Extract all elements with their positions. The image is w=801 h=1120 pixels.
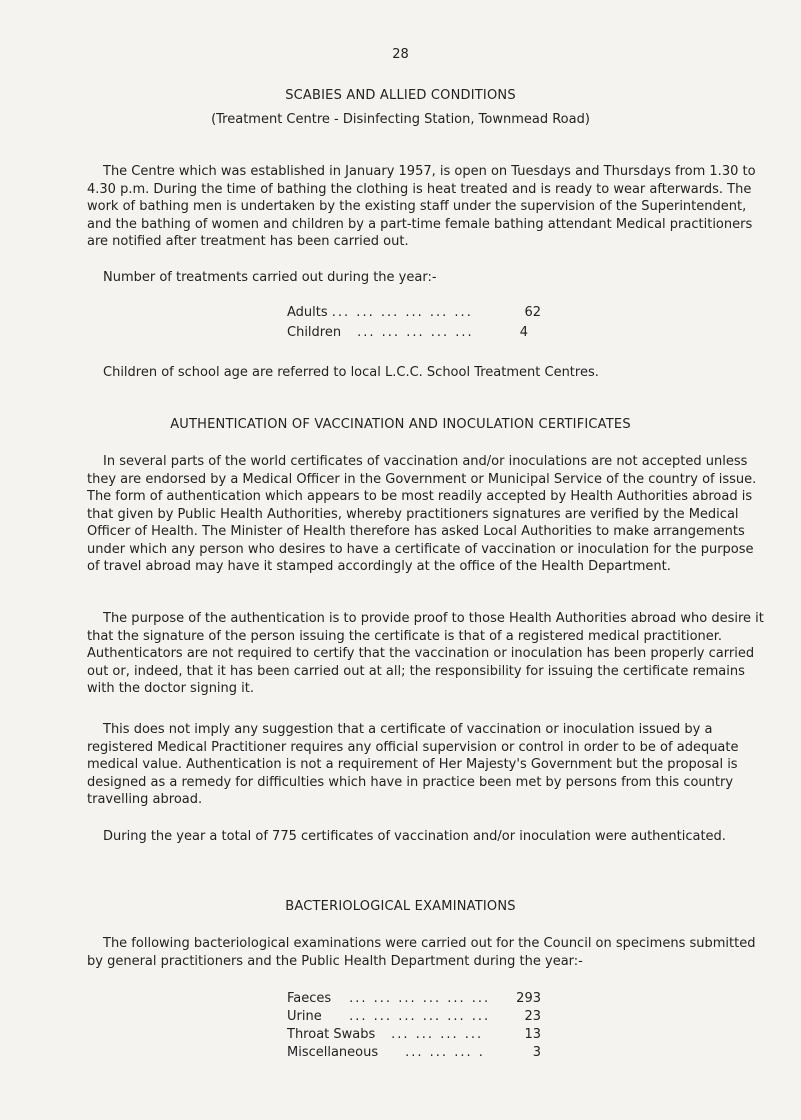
exam-label: Faeces bbox=[287, 991, 332, 1006]
treatment-value: 62 bbox=[524, 305, 541, 320]
exam-value: 3 bbox=[532, 1045, 541, 1060]
leader-dots: ... ... ... ... bbox=[391, 1027, 484, 1042]
exam-label: Urine bbox=[287, 1009, 322, 1024]
bacteriological-heading: BACTERIOLOGICAL EXAMINATIONS bbox=[285, 899, 516, 914]
authentication-paragraph-4: During the year a total of 775 certificates of vaccination and/or inoculation were authenticated. bbox=[103, 829, 726, 844]
leader-dots: ... ... ... ... ... ... bbox=[331, 305, 473, 320]
authentication-heading: AUTHENTICATION OF VACCINATION AND INOCULATION CERTIFICATES bbox=[170, 417, 631, 432]
exam-value: 23 bbox=[524, 1009, 541, 1024]
exam-value: 293 bbox=[516, 991, 541, 1006]
school-referral-note: Children of school age are referred to local L.C.C. School Treatment Centres. bbox=[103, 365, 599, 380]
exam-row-throat-swabs bbox=[287, 1027, 541, 1042]
treatment-row-children bbox=[287, 325, 528, 340]
scabies-heading: SCABIES AND ALLIED CONDITIONS bbox=[285, 88, 516, 103]
exam-row-urine bbox=[287, 1009, 541, 1024]
leader-dots: ... ... ... ... ... ... bbox=[349, 1009, 491, 1024]
leader-dots: ... ... ... . bbox=[405, 1045, 485, 1060]
scabies-paragraph: The Centre which was established in January 1957, is open on Tuesdays and Thursdays from 1.30 to 4.30 p.m. During the time of bathing the clothing is heat treated and is ready to wear afterwards. The work of bathing men is undertaken by the existing staff under the supervision of the Superintendent, and the bathing of women and children by a part-time female bathing attendant Medical practitioners are notified after treatment has been carried out. bbox=[87, 164, 756, 249]
exam-row-faeces bbox=[287, 991, 541, 1006]
exam-value: 13 bbox=[524, 1027, 541, 1042]
leader-dots: ... ... ... ... ... bbox=[357, 325, 474, 340]
page-number: 28 bbox=[392, 47, 409, 62]
scabies-subtitle: (Treatment Centre - Disinfecting Station, Townmead Road) bbox=[211, 112, 590, 127]
treatments-intro: Number of treatments carried out during the year:- bbox=[103, 270, 437, 285]
treatment-value: 4 bbox=[519, 325, 528, 340]
leader-dots: ... ... ... ... ... ... bbox=[349, 991, 491, 1006]
authentication-paragraph-3: This does not imply any suggestion that a certificate of vaccination or inoculation issued by a registered Medical Practitioner requires any official supervision or control in order to be of adequate medical value. Authentication is not a requirement of Her Majesty's Government but the proposal is designed as a remedy for difficulties which have in practice been met by persons from this country travelling abroad. bbox=[87, 722, 739, 807]
treatment-label: Children bbox=[287, 325, 342, 340]
exam-row-miscellaneous bbox=[287, 1045, 541, 1060]
exam-label: Throat Swabs bbox=[287, 1027, 376, 1042]
authentication-paragraph-1: In several parts of the world certificates of vaccination and/or inoculations are not accepted unless they are endorsed by a Medical Officer in the Government or Municipal Service of the country of issue. The form of authentication which appears to be most readily accepted by Health Authorities abroad is that given by Public Health Authorities, whereby practitioners signatures are verified by the Medical Officer of Health. The Minister of Health therefore has asked Local Authorities to make arrangements under which any person who desires to have a certificate of vaccination or inoculation for the purpose of travel abroad may have it stamped accordingly at the office of the Health Department. bbox=[87, 454, 757, 574]
exam-label: Miscellaneous bbox=[287, 1045, 379, 1060]
authentication-paragraph-2: The purpose of the authentication is to provide proof to those Health Authorities abroad who desire it that the signature of the person issuing the certificate is that of a registered medical practitioner. Authenticators are not required to certify that the vaccination or inoculation has been properly carried out or, indeed, that it has been carried out at all; the responsibility for issuing the certificate remains with the doctor signing it. bbox=[87, 611, 764, 696]
treatment-label: Adults bbox=[287, 305, 328, 320]
bacteriological-paragraph: The following bacteriological examinations were carried out for the Council on specimens submitted by general practitioners and the Public Health Department during the year:- bbox=[87, 936, 756, 969]
treatment-row-adults bbox=[287, 305, 541, 320]
